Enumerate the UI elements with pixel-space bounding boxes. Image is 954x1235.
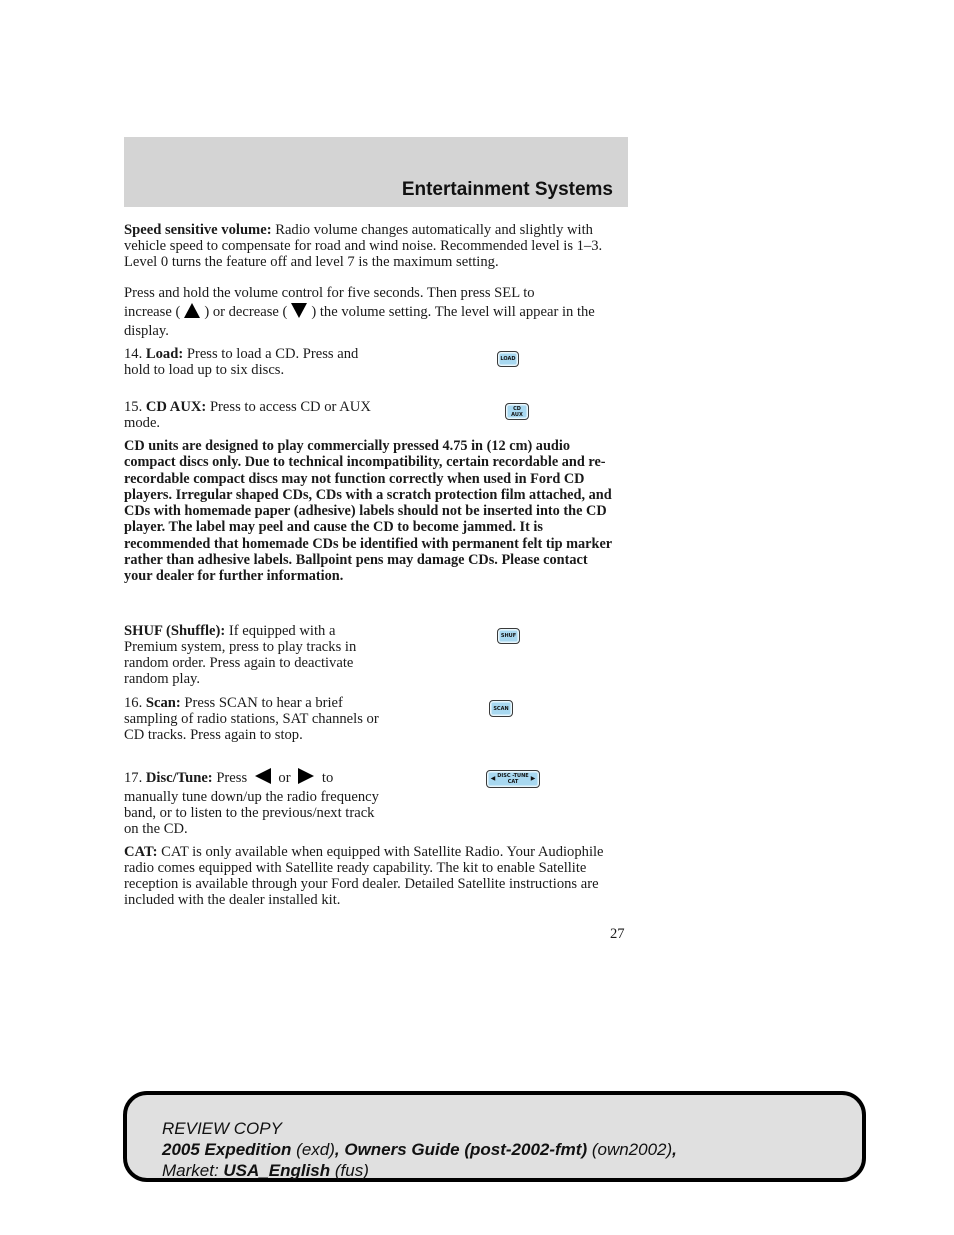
disc-tune-item <box>124 768 379 837</box>
cdaux-item <box>124 399 379 431</box>
footer-model-code: (exd) <box>291 1140 335 1159</box>
chevron-left-icon: ◀ <box>490 775 496 782</box>
cd-aux-button-line1: CD <box>513 405 521 412</box>
scan-button-label: SCAN <box>493 705 509 712</box>
review-footer <box>123 1091 866 1182</box>
disc-tune-button-line2: CAT <box>507 779 519 785</box>
load-label: Load: <box>145 346 184 362</box>
decrease-text: ) or decrease ( <box>204 304 288 320</box>
load-button[interactable] <box>497 351 519 367</box>
cdaux-text: Press to access CD or AUX mode. <box>124 399 371 431</box>
footer-guide-code: (own2002) <box>587 1140 673 1159</box>
scan-button[interactable] <box>489 700 513 717</box>
footer-comma: , <box>672 1140 677 1159</box>
page-number: 27 <box>610 926 625 942</box>
triangle-right-icon <box>298 768 314 784</box>
footer-market-line <box>162 1160 677 1181</box>
disc-tune-line1 <box>124 768 379 788</box>
speed-volume-paragraph <box>124 222 616 270</box>
or-text: or <box>274 770 295 786</box>
disc-tune-button[interactable] <box>486 770 540 788</box>
triangle-left-icon <box>255 768 271 784</box>
shuf-label: SHUF (Shuffle): <box>124 623 226 639</box>
shuf-item <box>124 623 376 687</box>
load-button-label: LOAD <box>500 356 516 362</box>
triangle-down-icon <box>291 303 307 318</box>
section-header <box>124 137 628 207</box>
disc-tune-label: Disc/Tune: <box>145 770 213 786</box>
scan-item <box>124 695 379 743</box>
review-copy: REVIEW COPY <box>162 1119 282 1138</box>
item-number: 15. <box>124 399 146 415</box>
shuf-button[interactable] <box>497 628 520 644</box>
cd-aux-button-line2: AUX <box>511 411 523 418</box>
scan-label: Scan: <box>145 695 181 711</box>
disc-tune-rest: manually tune down/up the radio frequency band, or to listen to the previous/next track on the CD. <box>124 789 379 837</box>
footer-model: 2005 Expedition <box>162 1140 292 1159</box>
cat-paragraph <box>124 844 620 908</box>
shuf-button-label: SHUF <box>500 633 517 639</box>
cdaux-label: CD AUX: <box>145 399 207 415</box>
cat-text: CAT is only available when equipped with Satellite Radio. Your Audiophile radio comes equipped with Satellite ready capability. The kit to enable Satellite reception is available through your Ford dealer. Detailed Satellite instructions are included with the dealer installed kit. <box>124 844 604 908</box>
footer-guide-line <box>162 1139 677 1160</box>
shuf-text: If equipped with a Premium system, press to play tracks in random order. Press again to deactivate random play. <box>124 623 357 687</box>
load-text: Press to load a CD. Press and hold to load up to six discs. <box>124 346 359 378</box>
chevron-right-icon: ▶ <box>530 775 536 782</box>
press-text: Press <box>212 770 251 786</box>
to-text: to <box>318 770 334 786</box>
cat-label: CAT: <box>124 844 158 860</box>
footer-guide: , Owners Guide (post-2002-fmt) <box>334 1140 588 1159</box>
triangle-up-icon <box>184 303 200 318</box>
volume-rest-text: ) the volume setting. The level will appear in the display. <box>124 304 595 339</box>
footer-market: USA_English <box>223 1161 331 1180</box>
speed-volume-label: Speed sensitive volume: <box>124 222 272 238</box>
cd-warning: CD units are designed to play commercially pressed 4.75 in (12 cm) audio compact discs only. Due to technical incompatibility, certain recordable and re-recordable compact discs may not function correctly when used in Ford CD players. Irregular shaped CDs, CDs with a scratch protection film attached, and CDs with homemade paper (adhesive) labels should not be inserted into the CD player. The label may peel and cause the CD to become jammed. It is recommended that homemade CDs be identified with permanent felt tip marker rather than adhesive labels. Ballpoint pens may damage CDs. Please contact your dealer for further information. <box>124 438 612 585</box>
load-item <box>124 346 379 378</box>
section-title: Entertainment Systems <box>401 179 613 200</box>
item-number: 14. <box>124 346 146 362</box>
footer-market-label: Market: <box>162 1161 224 1180</box>
scan-text: Press SCAN to hear a brief sampling of radio stations, SAT channels or CD tracks. Press again to stop. <box>124 695 379 743</box>
volume-instructions-line1: Press and hold the volume control for five seconds. Then press SEL to <box>124 285 535 301</box>
volume-instructions <box>124 285 616 341</box>
footer-market-code: (fus) <box>330 1161 369 1180</box>
item-number: 17. <box>124 770 146 786</box>
item-number: 16. <box>124 695 146 711</box>
speed-volume-text: Radio volume changes automatically and slightly with vehicle speed to compensate for road and wind noise. Recommended level is 1–3. Level 0 turns the feature off and level 7 is the maximum setting. <box>124 222 603 270</box>
increase-text: increase ( <box>124 304 181 320</box>
cd-aux-button[interactable] <box>505 403 529 420</box>
volume-instructions-rest <box>124 303 616 341</box>
disc-tune-button-line1: DISC -TUNE <box>497 773 529 779</box>
footer-text <box>162 1118 677 1181</box>
